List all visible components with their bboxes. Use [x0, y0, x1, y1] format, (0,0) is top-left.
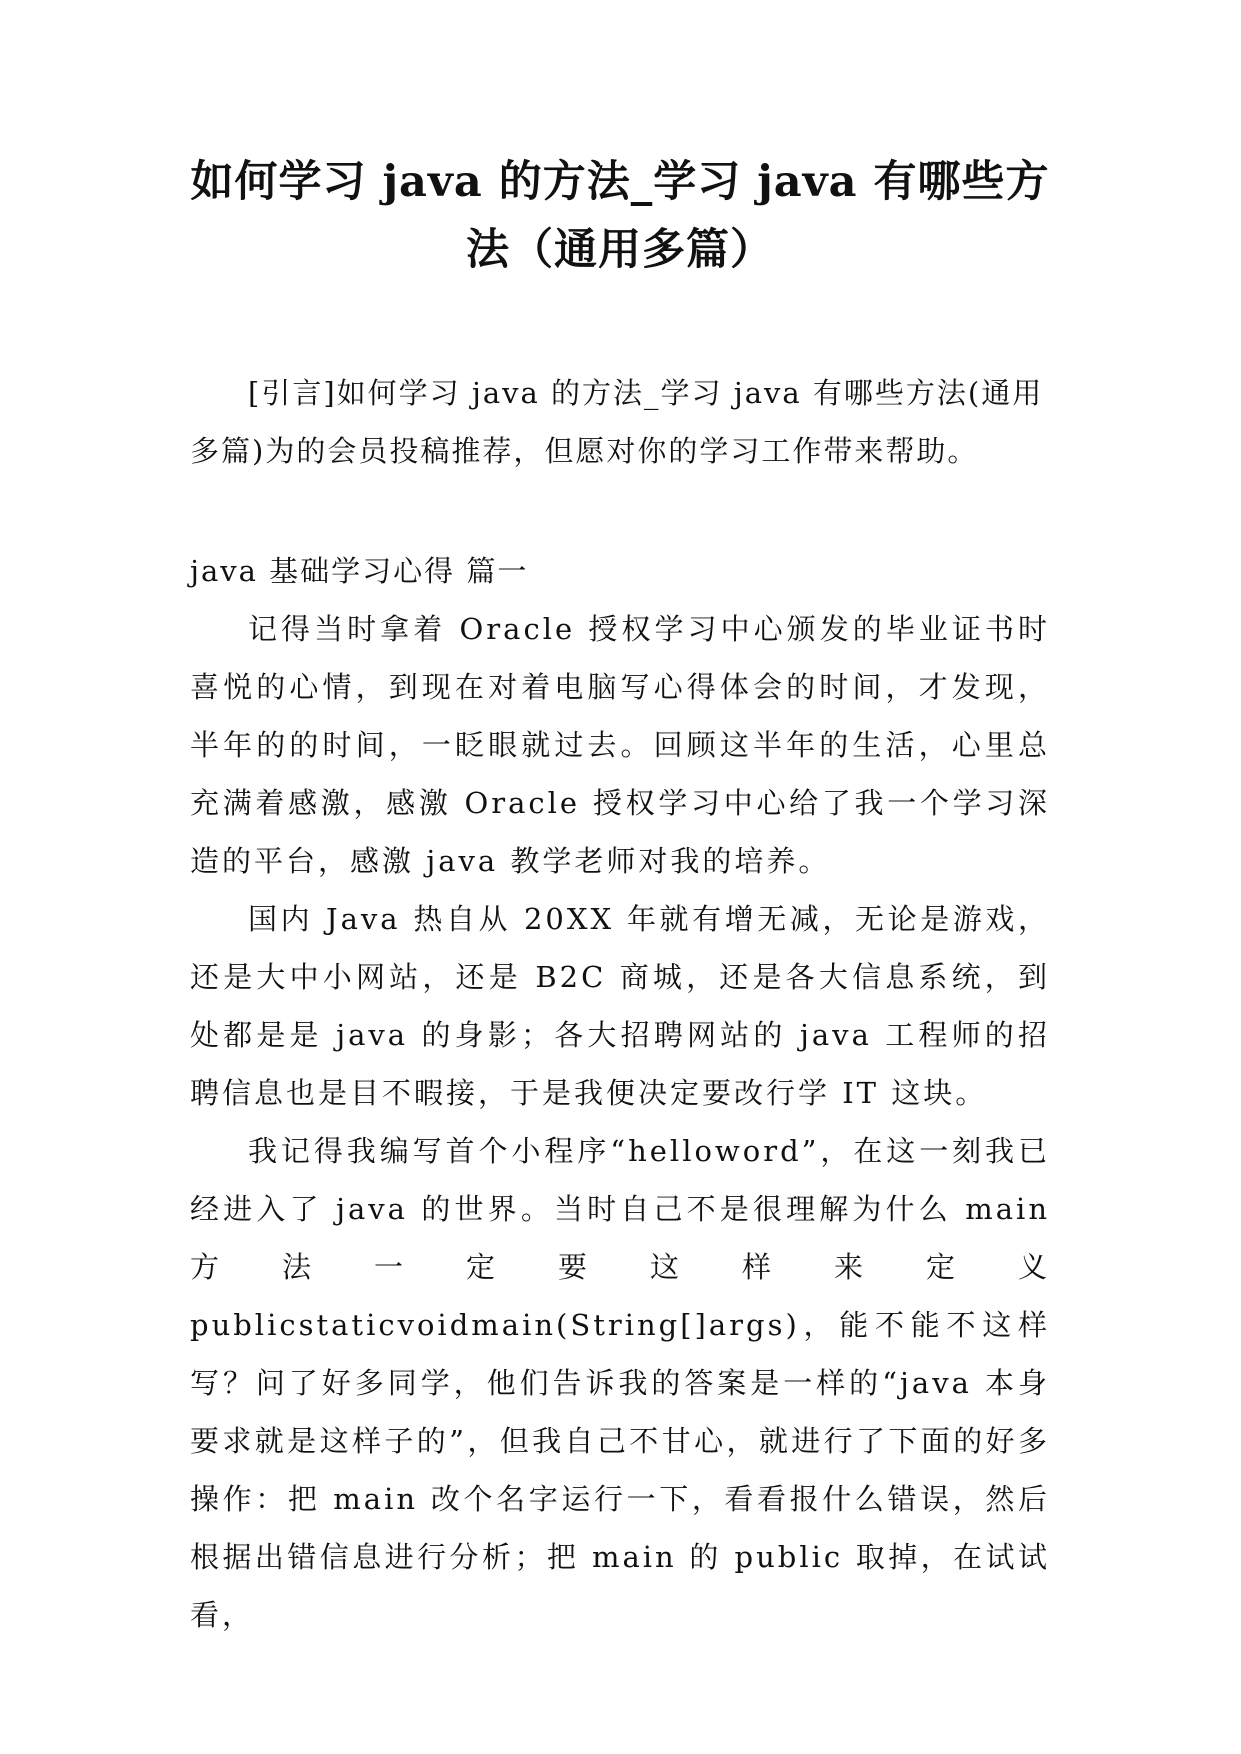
title-line-1: 如何学习 java 的方法_学习 java 有哪些方 [190, 157, 1050, 207]
document-title [190, 148, 1050, 284]
body-paragraph-1: 记得当时拿着 Oracle 授权学习中心颁发的毕业证书时喜悦的心情，到现在对着电脑写心得体会的时间，才发现，半年的的时间，一眨眼就过去。回顾这半年的生活，心里总充满着感激，感激 Oracle 授权学习中心给了我一个学习深造的平台，感激 java 教学老师对我的培养。 [190, 612, 1050, 878]
intro-paragraph: [引言]如何学习 java 的方法_学习 java 有哪些方法(通用多篇)为的会员投稿推荐，但愿对你的学习工作带来帮助。 [190, 376, 1044, 468]
body-paragraph-2: 国内 Java 热自从 20XX 年就有增无减，无论是游戏，还是大中小网站，还是 B2C 商城，还是各大信息系统，到处都是是 java 的身影；各大招聘网站的 java 工程师的招聘信息也是目不暇接，于是我便决定要改行学 IT 这块。 [190, 902, 1050, 1110]
body-paragraph-3: 我记得我编写首个小程序“helloword”，在这一刻我已经进入了 java 的世界。当时自己不是很理解为什么 main 方法一定要这样来定义 publicstaticvoidmain(String[]args)，能不能不这样写？问了好多同学，他们告诉我的答案是一样的“java 本身要求就是这样子的”，但我自己不甘心，就进行了下面的好多操作：把 main 改个名字运行一下，看看报什么错误，然后根据出错信息进行分析；把 main 的 public 取掉，在试试看， [190, 1134, 1050, 1632]
section-heading: java 基础学习心得 篇一 [190, 554, 529, 588]
title-line-2: 法（通用多篇） [466, 225, 774, 275]
document-page [190, 0, 1050, 1644]
